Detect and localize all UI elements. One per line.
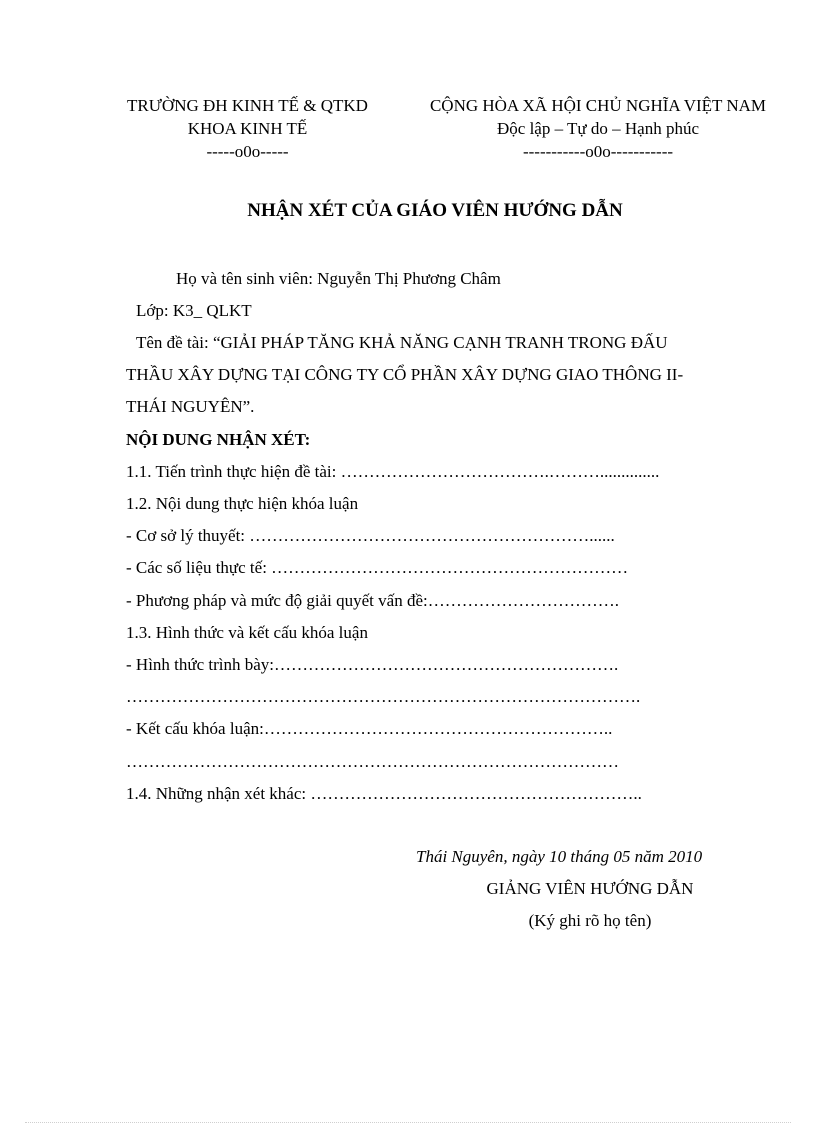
place-date: Thái Nguyên, ngày 10 tháng 05 năm 2010 bbox=[416, 847, 703, 866]
national-title: CỘNG HÒA XÃ HỘI CHỦ NGHĨA VIỆT NAM bbox=[429, 96, 767, 115]
signature-note: (Ký ghi rõ họ tên) bbox=[528, 911, 652, 930]
national-motto: Độc lập – Tự do – Hạnh phúc bbox=[497, 119, 699, 138]
content-line: 1.4. Những nhận xét khác: ………………………………………………….. bbox=[126, 784, 642, 803]
student-name: Họ và tên sinh viên: Nguyễn Thị Phương Châm bbox=[176, 269, 501, 288]
student-class: Lớp: K3_ QLKT bbox=[136, 301, 252, 320]
content-line: 1.1. Tiến trình thực hiện đề tài: ……………………………….……….............. bbox=[126, 462, 660, 481]
right-ornament: -----------o0o----------- bbox=[522, 142, 674, 161]
signer-role: GIẢNG VIÊN HƯỚNG DẪN bbox=[486, 879, 694, 898]
content-line: - Các số liệu thực tế: ……………………………………………………… bbox=[126, 558, 629, 577]
document-title: NHẬN XÉT CỦA GIÁO VIÊN HƯỚNG DẪN bbox=[247, 200, 623, 221]
content-heading: NỘI DUNG NHẬN XÉT: bbox=[126, 430, 311, 449]
content-line: - Kết cấu khóa luận:…………………………………………………….. bbox=[126, 719, 613, 738]
left-ornament: -----o0o----- bbox=[206, 142, 289, 161]
topic-line-2: THẦU XÂY DỰNG TẠI CÔNG TY CỔ PHẦN XÂY DỰNG GIAO THÔNG II- bbox=[126, 365, 684, 384]
content-line: - Phương pháp và mức độ giải quyết vấn đề:……………………………. bbox=[126, 591, 619, 610]
university-name: TRƯỜNG ĐH KINH TẾ & QTKD bbox=[127, 96, 368, 115]
content-line: 1.2. Nội dung thực hiện khóa luận bbox=[126, 494, 359, 513]
content-line: - Cơ sở lý thuyết: ……………………………………………………...... bbox=[126, 526, 615, 545]
topic-line-3: THÁI NGUYÊN”. bbox=[126, 397, 255, 416]
faculty-name: KHOA KINH TẾ bbox=[187, 119, 308, 138]
content-line: 1.3. Hình thức và kết cấu khóa luận bbox=[126, 623, 368, 642]
content-line: …………………………………………………………………………… bbox=[126, 752, 619, 771]
content-line: - Hình thức trình bày:……………………………………………………. bbox=[126, 655, 619, 674]
content-line: ………………………………………………………………………………. bbox=[126, 687, 641, 706]
topic-line-1: Tên đề tài: “GIẢI PHÁP TĂNG KHẢ NĂNG CẠNH TRANH TRONG ĐẤU bbox=[136, 333, 668, 352]
